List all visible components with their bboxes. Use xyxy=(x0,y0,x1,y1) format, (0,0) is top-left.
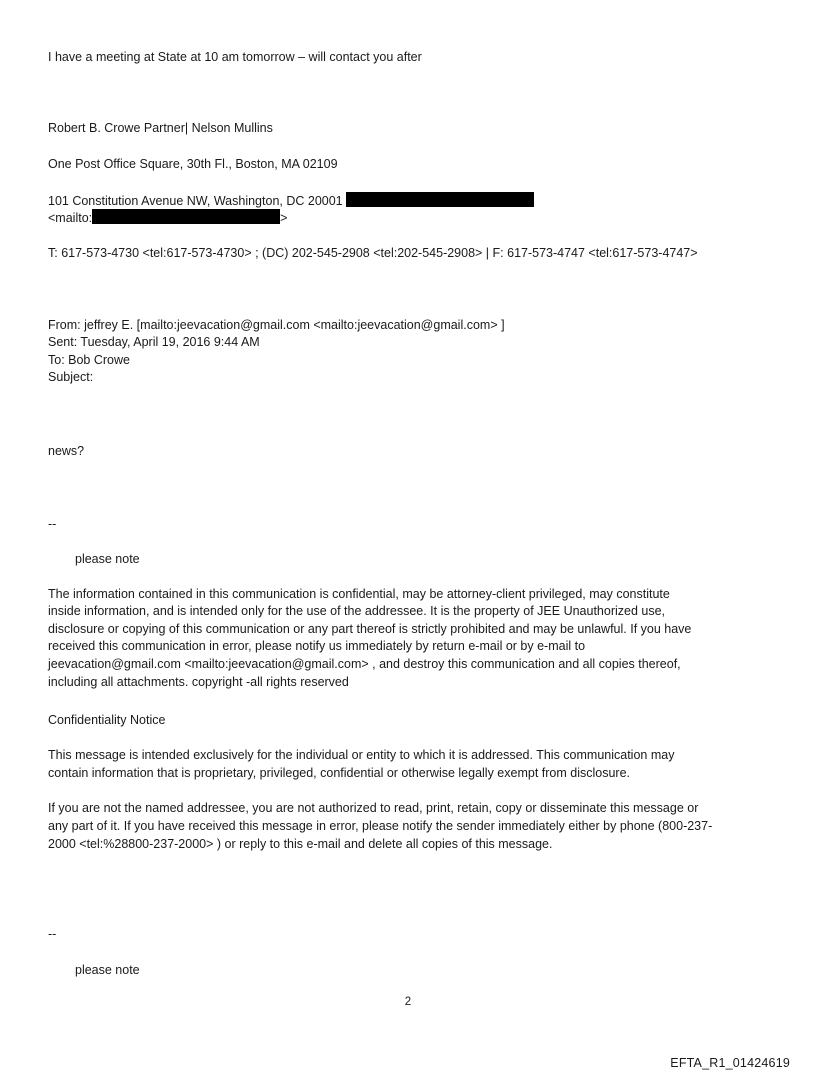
reply-text: I have a meeting at State at 10 am tomorrow – will contact you after xyxy=(48,50,422,64)
header-to: To: Bob Crowe xyxy=(48,353,130,367)
please-note: please note xyxy=(75,963,140,977)
signature-phones: T: 617-573-4730 <tel:617-573-4730> ; (DC) 202-545-2908 <tel:202-545-2908> | F: 617-573-4747 <tel:617-573-4747> xyxy=(48,246,698,260)
disclaimer-line: jeevacation@gmail.com <mailto:jeevacation@gmail.com> , and destroy this communication and all copies thereof, xyxy=(48,657,681,671)
disclaimer-line: including all attachments. copyright -all rights reserved xyxy=(48,675,349,689)
please-note: please note xyxy=(75,552,140,566)
confidentiality-line: If you are not the named addressee, you are not authorized to read, print, retain, copy or disseminate this message or xyxy=(48,801,699,815)
header-sent: Sent: Tuesday, April 19, 2016 9:44 AM xyxy=(48,335,260,349)
signature-mailto-close: > xyxy=(280,211,288,225)
separator: -- xyxy=(48,517,57,531)
header-subject: Subject: xyxy=(48,370,94,384)
confidentiality-line: contain information that is proprietary, privileged, confidential or otherwise legally exempt from disclosure. xyxy=(48,766,630,780)
signature-address-dc xyxy=(48,192,534,210)
signature-mailto-open: <mailto: xyxy=(48,211,93,225)
redaction-block xyxy=(92,209,280,224)
signature-address-boston: One Post Office Square, 30th Fl., Boston, MA 02109 xyxy=(48,157,338,171)
disclaimer-line: The information contained in this communication is confidential, may be attorney-client privileged, may constitute xyxy=(48,587,670,601)
page-number: 2 xyxy=(404,996,412,1008)
confidentiality-line: This message is intended exclusively for the individual or entity to which it is addressed. This communication may xyxy=(48,748,675,762)
confidentiality-line: 2000 <tel:%28800-237-2000> ) or reply to this e-mail and delete all copies of this message. xyxy=(48,837,553,851)
signature-mailto xyxy=(48,209,287,227)
disclaimer-line: inside information, and is intended only for the use of the addressee. It is the property of JEE Unauthorized use, xyxy=(48,604,666,618)
redaction-block xyxy=(346,192,534,207)
document-id: EFTA_R1_01424619 xyxy=(670,1056,790,1070)
confidentiality-title: Confidentiality Notice xyxy=(48,713,166,727)
disclaimer-line: disclosure or copying of this communication or any part thereof is strictly prohibited and may be unlawful. If you have xyxy=(48,622,692,636)
header-from: From: jeffrey E. [mailto:jeevacation@gmail.com <mailto:jeevacation@gmail.com> ] xyxy=(48,318,505,332)
confidentiality-line: any part of it. If you have received this message in error, please notify the sender immediately either by phone (800-237- xyxy=(48,819,713,833)
disclaimer-line: received this communication in error, please notify us immediately by return e-mail or by e-mail to xyxy=(48,639,586,653)
signature-address-dc-text: 101 Constitution Avenue NW, Washington, DC 20001 xyxy=(48,194,343,208)
separator: -- xyxy=(48,927,57,941)
signature-name: Robert B. Crowe Partner| Nelson Mullins xyxy=(48,121,273,135)
message-body: news? xyxy=(48,444,85,458)
